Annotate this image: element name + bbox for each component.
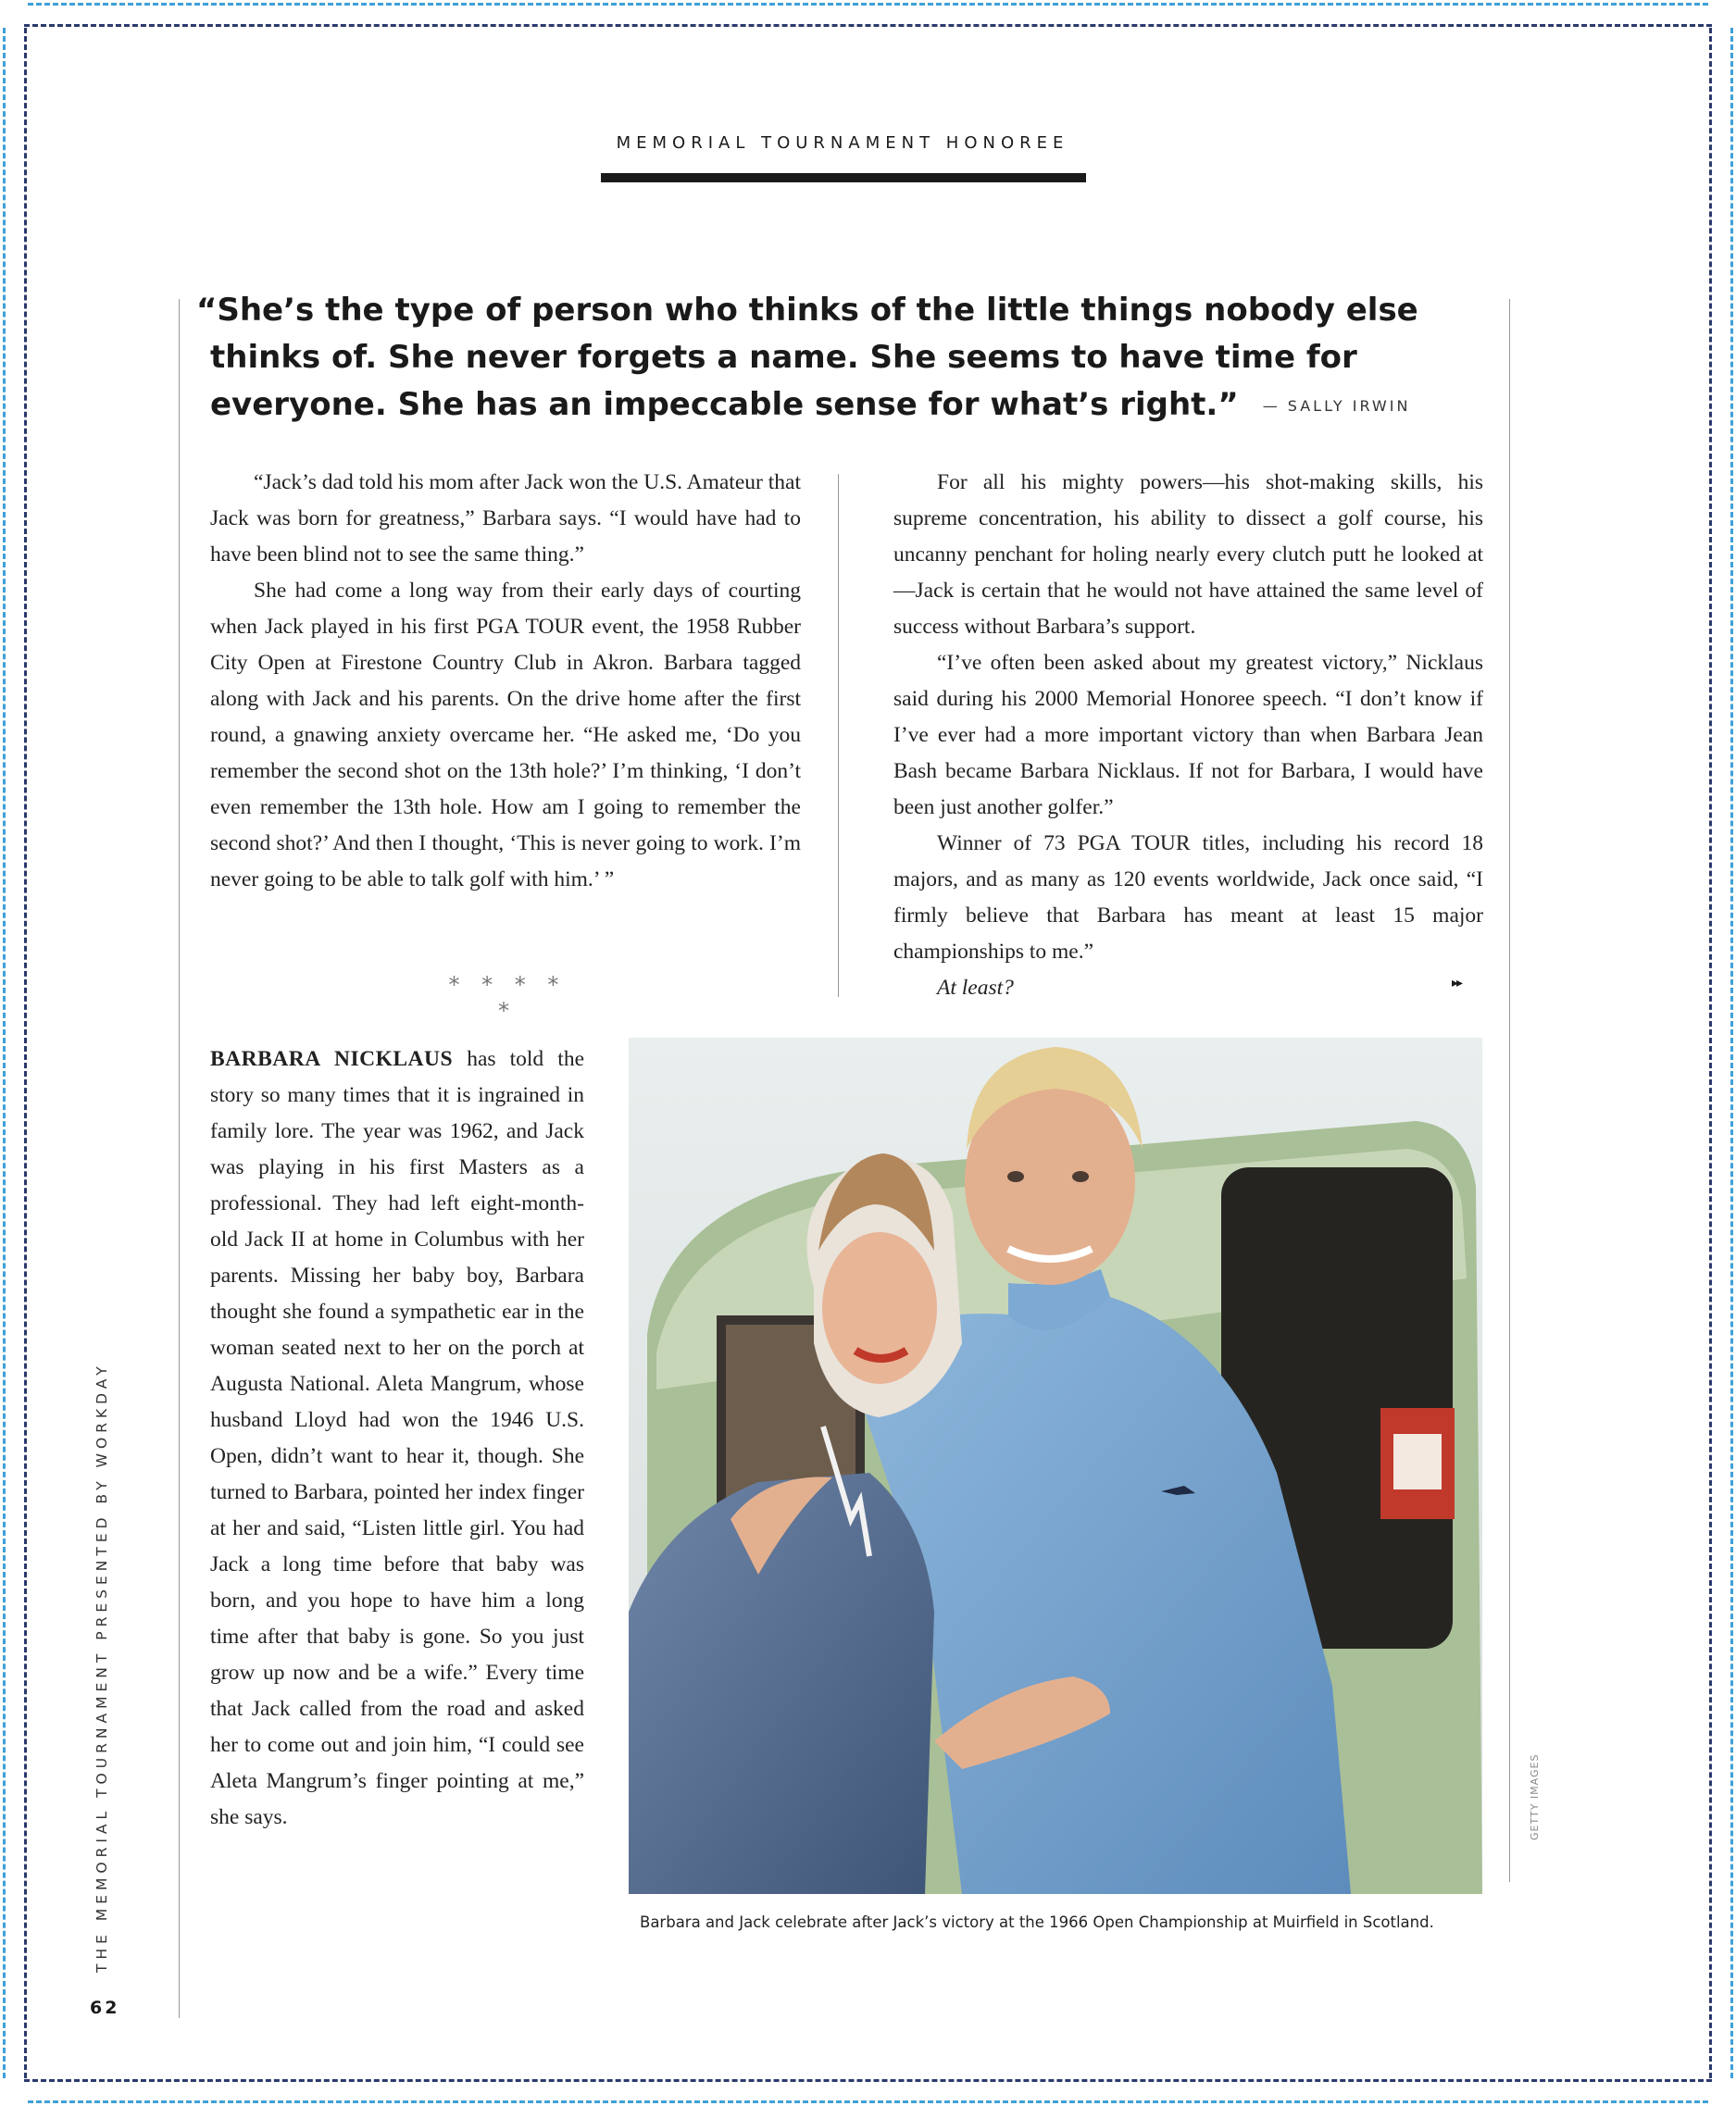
column-rule-middle — [838, 474, 839, 997]
page-border-top-outer — [28, 3, 1708, 6]
page-border-right-outer — [1730, 28, 1733, 2078]
article-column-left — [210, 465, 801, 898]
page-number: 62 — [90, 1998, 120, 2018]
column-rule-right — [1509, 299, 1510, 1882]
page-border-right — [1709, 28, 1712, 2078]
paragraph: “I’ve often been asked about my greatest victory,” Nicklaus said during his 2000 Memorial Honoree speech. “I don’t know if I’ve ever had a more important victory than when Barbara Jean Bash became Barbara Nicklaus. If not for Barbara, I would have been just another golfer.” — [893, 651, 1483, 819]
running-credit: THE MEMORIAL TOURNAMENT PRESENTED BY WORKDAY — [94, 1362, 110, 1973]
pull-quote-line-3-text: everyone. She has an impeccable sense for what’s right.” — [210, 386, 1239, 423]
closing-line: At least? — [937, 976, 1014, 1000]
paragraph: “Jack’s dad told his mom after Jack won the U.S. Amateur that Jack was born for greatness,” Barbara says. “I would have had to have been blind not to see the same thing.” — [210, 470, 801, 567]
pull-quote-line-2: thinks of. She never forgets a name. She seems to have time for — [210, 339, 1357, 376]
photo-caption: Barbara and Jack celebrate after Jack’s victory at the 1966 Open Championship at Muirfield in Scotland. — [640, 1913, 1434, 1931]
article-column-bottom — [210, 1041, 584, 1836]
pull-quote-line-1: “She’s the type of person who thinks of the little things nobody else — [196, 292, 1418, 329]
pull-quote — [196, 287, 1437, 430]
article-column-right — [893, 465, 1483, 1006]
paragraph: For all his mighty powers—his shot-making skills, his supreme concentration, his ability to dissect a golf course, his uncanny penchant for holing nearly every clutch putt he looked at—Jack is certain that he would not have attained the same level of success without Barbara’s support. — [893, 470, 1483, 639]
photo-barbara-and-jack — [629, 1038, 1482, 1894]
section-separator: * * * * * — [448, 972, 567, 1024]
pull-quote-line-3 — [196, 381, 1437, 430]
paragraph-text: has told the story so many times that it is ingrained in family lore. The year was 1962, and Jack was playing in his first Masters as a professional. They had left eight-month-old Jack II at home in Columbus with her parents. Missing her baby boy, Barbara thought she found a sympathetic ear in the woman seated next to her on the porch at Augusta National. Aleta Mangrum, whose husband Lloyd had won the 1946 U.S. Open, didn’t want to hear it, though. She turned to Barbara, pointed her index finger at her and said, “Listen little girl. You had Jack a long time before that baby was born, and you hope to have him a long time after that baby is gone. So you just grow up now and be a wife.” Every time that Jack called from the road and asked her to come out and join him, “I could see Aleta Mangrum’s finger pointing at me,” she says. — [210, 1047, 584, 1829]
paragraph: Winner of 73 PGA TOUR titles, including his record 18 majors, and as many as 120 events worldwide, Jack once said, “I firmly believe that Barbara has meant at least 15 major championships to me.” — [893, 831, 1483, 964]
photo-illustration — [629, 1038, 1482, 1894]
section-rule — [601, 173, 1086, 182]
continue-arrow-icon: ▸▸ — [1452, 976, 1462, 991]
pull-quote-attribution: — SALLY IRWIN — [1262, 397, 1411, 415]
page-border-left — [24, 28, 27, 2078]
section-label: MEMORIAL TOURNAMENT HONOREE — [616, 133, 1069, 153]
column-rule-left — [179, 299, 180, 2018]
page-border-top — [24, 24, 1712, 27]
page-border-bottom-outer — [28, 2100, 1708, 2103]
photo-credit: GETTY IMAGES — [1529, 1753, 1541, 1840]
page-border-bottom — [24, 2079, 1712, 2082]
page-border-left-outer — [3, 28, 6, 2078]
lead-in: BARBARA NICKLAUS — [210, 1047, 454, 1071]
paragraph — [210, 1041, 584, 1836]
paragraph: She had come a long way from their early days of courting when Jack played in his first PGA TOUR event, the 1958 Rubber City Open at Firestone Country Club in Akron. Barbara tagged along with Jack and his parents. On the drive home after the first round, a gnawing anxiety overcame her. “He asked me, ‘Do you remember the second shot on the 13th hole?’ I’m thinking, ‘I don’t even remember the 13th hole. How am I going to remember the second shot?’ And then I thought, ‘This is never going to work. I’m never going to be able to talk golf with him.’ ” — [210, 579, 801, 891]
